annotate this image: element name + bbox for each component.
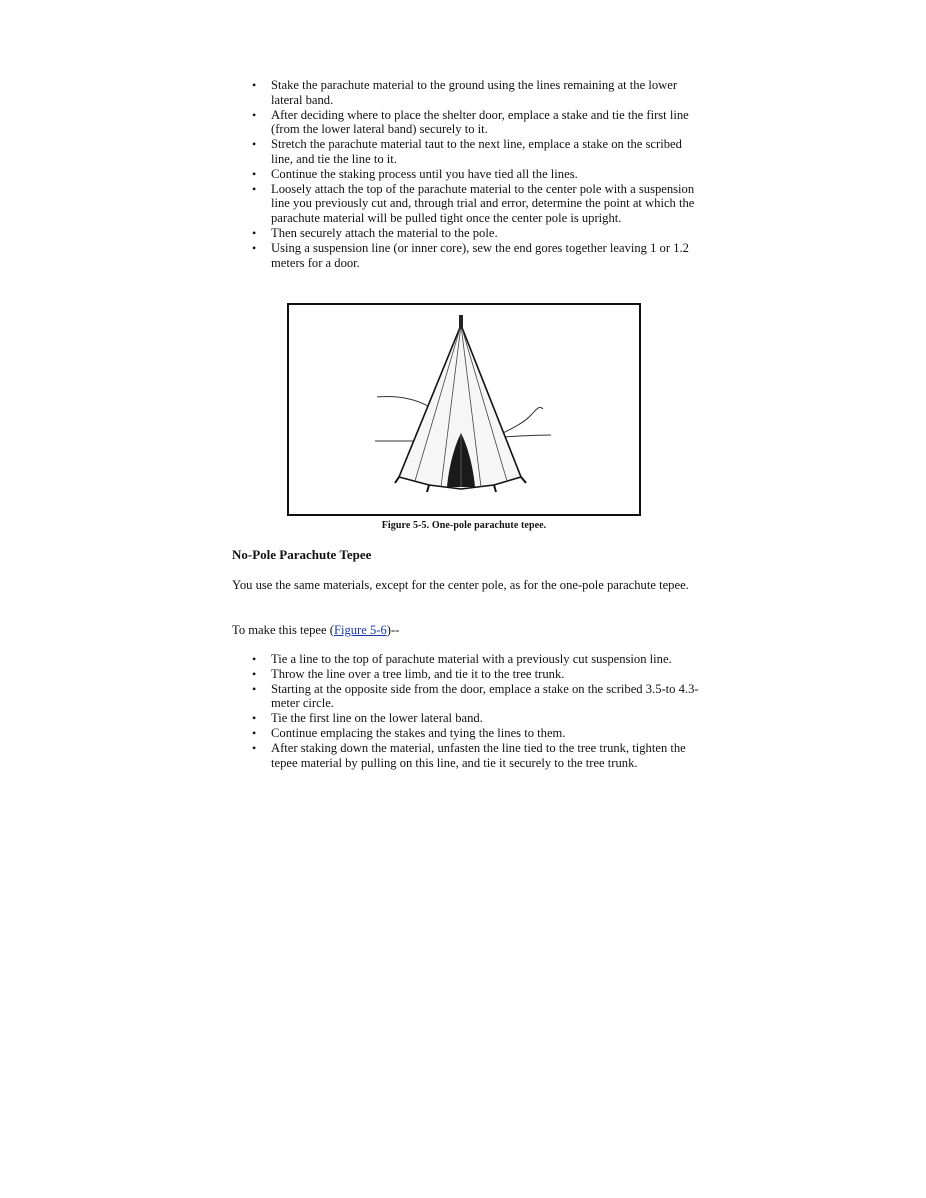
- list-item: [252, 108, 702, 138]
- paragraph-prefix: To make this tepee (: [232, 623, 334, 637]
- bullet-icon: •: [252, 681, 257, 696]
- section-heading: No-Pole Parachute Tepee: [232, 547, 372, 562]
- bullet-icon: •: [252, 225, 257, 240]
- bullet-icon: •: [252, 666, 257, 681]
- bullet-icon: •: [252, 711, 257, 726]
- list-item: [252, 726, 702, 741]
- paragraph-suffix: )--: [386, 623, 400, 637]
- list-item: [252, 667, 702, 682]
- list-item: [252, 682, 702, 712]
- bullet-icon: •: [252, 107, 257, 122]
- list-item: [252, 652, 702, 667]
- staking-steps-list: [252, 78, 702, 270]
- bullet-icon: •: [252, 181, 257, 196]
- bullet-icon: •: [252, 725, 257, 740]
- list-item: [252, 137, 702, 167]
- list-item: [252, 167, 702, 182]
- instruction-paragraph: [232, 623, 702, 638]
- bullet-icon: •: [252, 652, 257, 666]
- list-item: [252, 741, 702, 771]
- list-item-text: Tie a line to the top of parachute material with a previously cut suspension line.: [271, 652, 672, 666]
- bullet-icon: •: [252, 78, 257, 92]
- bullet-icon: •: [252, 240, 257, 255]
- figure-caption: Figure 5-5. One-pole parachute tepee.: [381, 520, 547, 531]
- list-item-text: Stake the parachute material to the ground using the lines remaining at the lower lateral band.: [271, 78, 678, 107]
- figure-5-6-link[interactable]: Figure 5-6: [333, 623, 387, 637]
- list-item-text: Tie the first line on the lower lateral band.: [271, 711, 483, 726]
- one-pole-tepee-illustration: [289, 305, 639, 514]
- list-item-text: After deciding where to place the shelter door, emplace a stake and tie the first line (from the lower lateral band) securely to it.: [271, 107, 689, 137]
- list-item-text: Loosely attach the top of the parachute material to the center pole with a suspension line you previously cut and, through trial and error, determine the point at which the parachute material will be pulled tight once the center pole is upright.: [271, 181, 695, 226]
- list-item-text: Starting at the opposite side from the door, emplace a stake on the scribed 3.5-to 4.3-meter circle.: [271, 681, 699, 711]
- tepee-figure: [287, 303, 641, 516]
- no-pole-steps-list: [252, 652, 702, 770]
- list-item-text: Then securely attach the material to the pole.: [271, 225, 498, 240]
- list-item-text: Stretch the parachute material taut to the next line, emplace a stake on the scribed line, and tie the line to it.: [271, 137, 682, 166]
- list-item: [252, 226, 702, 241]
- list-item: [252, 78, 702, 108]
- bullet-icon: •: [252, 137, 257, 152]
- list-item-text: After staking down the material, unfasten the line tied to the tree trunk, tighten the tepee material by pulling on this line, and tie it securely to the tree trunk.: [271, 740, 686, 770]
- list-item-text: Continue the staking process until you have tied all the lines.: [271, 166, 578, 181]
- intro-paragraph: You use the same materials, except for the center pole, as for the one-pole parachute tepee.: [232, 578, 689, 592]
- list-item-text: Throw the line over a tree limb, and tie it to the tree trunk.: [271, 666, 565, 681]
- list-item-text: Using a suspension line (or inner core), sew the end gores together leaving 1 or 1.2 meters for a door.: [271, 240, 689, 270]
- list-item: [252, 241, 702, 271]
- bullet-icon: •: [252, 166, 257, 181]
- list-item: [252, 182, 702, 226]
- list-item: [252, 711, 702, 726]
- list-item-text: Continue emplacing the stakes and tying the lines to them.: [271, 725, 566, 740]
- bullet-icon: •: [252, 740, 257, 755]
